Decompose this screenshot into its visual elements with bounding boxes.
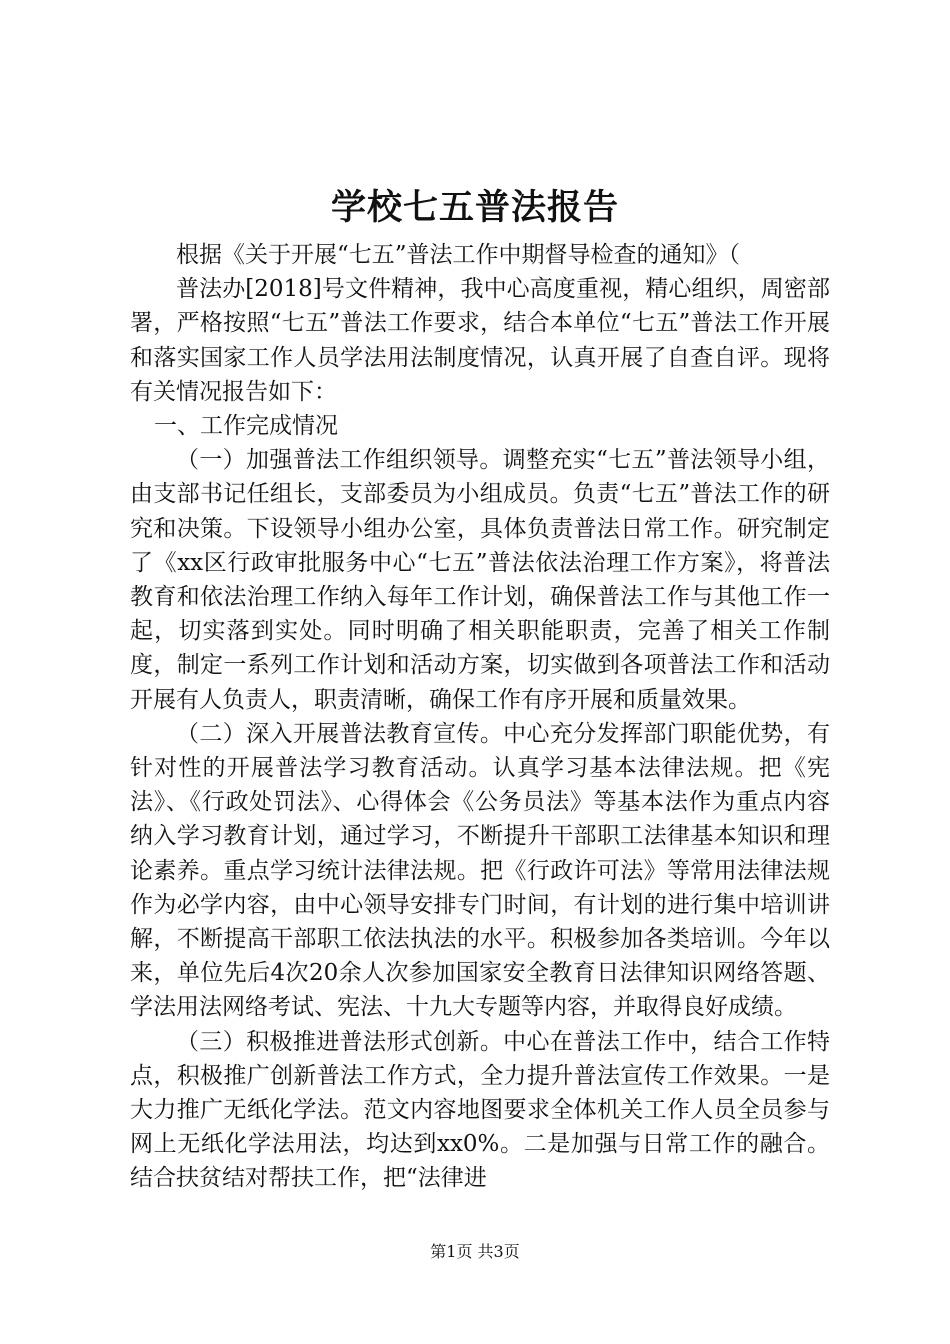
paragraph-spirit: 普法办[2018]号文件精神，我中心高度重视，精心组织，周密部署，严格按照“七五”普法工作要求，结合本单位“七五”普法工作开展和落实国家工作人员学法用法制度情况，认真开展了自查自评。现将有关情况报告如下： xyxy=(130,276,830,405)
paragraph-section-2: （二）深入开展普法教育宣传。中心充分发挥部门职能优势，有针对性的开展普法学习教育活动。认真学习基本法律法规。把《宪法》、《行政处罚法》、心得体会《公务员法》等基本法作为重点内容纳入学习教育计划，通过学习，不断提升干部职工法律基本知识和理论素养。重点学习统计法律法规。把《行政许可法》等常用法律法规作为必学内容，由中心领导安排专门时间，有计划的进行集中培训讲解，不断提高干部职工依法执法的水平。积极参加各类培训。今年以来，单位先后4次20余人次参加国家安全教育日法律知识网络答题、学法用法网络考试、宪法、十九大专题等内容，并取得良好成绩。 xyxy=(130,720,830,1021)
section-heading: 一、工作完成情况 xyxy=(154,413,338,440)
document-title: 学校七五普法报告 xyxy=(330,187,619,228)
document-body xyxy=(130,238,830,1196)
paragraph-section-1: （一）加强普法工作组织领导。调整充实“七五”普法领导小组，由支部书记任组长，支部委员为小组成员。负责“七五”普法工作的研究和决策。下设领导小组办公室，具体负责普法日常工作。研究制定了《xx区行政审批服务中心“七五”普法依法治理工作方案》，将普法教育和依法治理工作纳入每年工作计划，确保普法工作与其他工作一起，切实落到实处。同时明确了相关职能职责，完善了相关工作制度，制定一系列工作计划和活动方案，切实做到各项普法工作和活动开展有人负责人，职责清晰，确保工作有序开展和质量效果。 xyxy=(130,447,830,713)
paragraph-section-3: （三）积极推进普法形式创新。中心在普法工作中，结合工作特点，积极推广创新普法工作方式，全力提升普法宣传工作效果。一是大力推广无纸化学法。范文内容地图要求全体机关工作人员全员参与网上无纸化学法用法，均达到xx0%。二是加强与日常工作的融合。结合扶贫结对帮扶工作，把“法律进 xyxy=(130,1028,830,1192)
paragraph-intro: 根据《关于开展“七五”普法工作中期督导检查的通知》（ xyxy=(176,242,741,268)
page-footer: 第1页 共3页 xyxy=(430,1242,520,1261)
